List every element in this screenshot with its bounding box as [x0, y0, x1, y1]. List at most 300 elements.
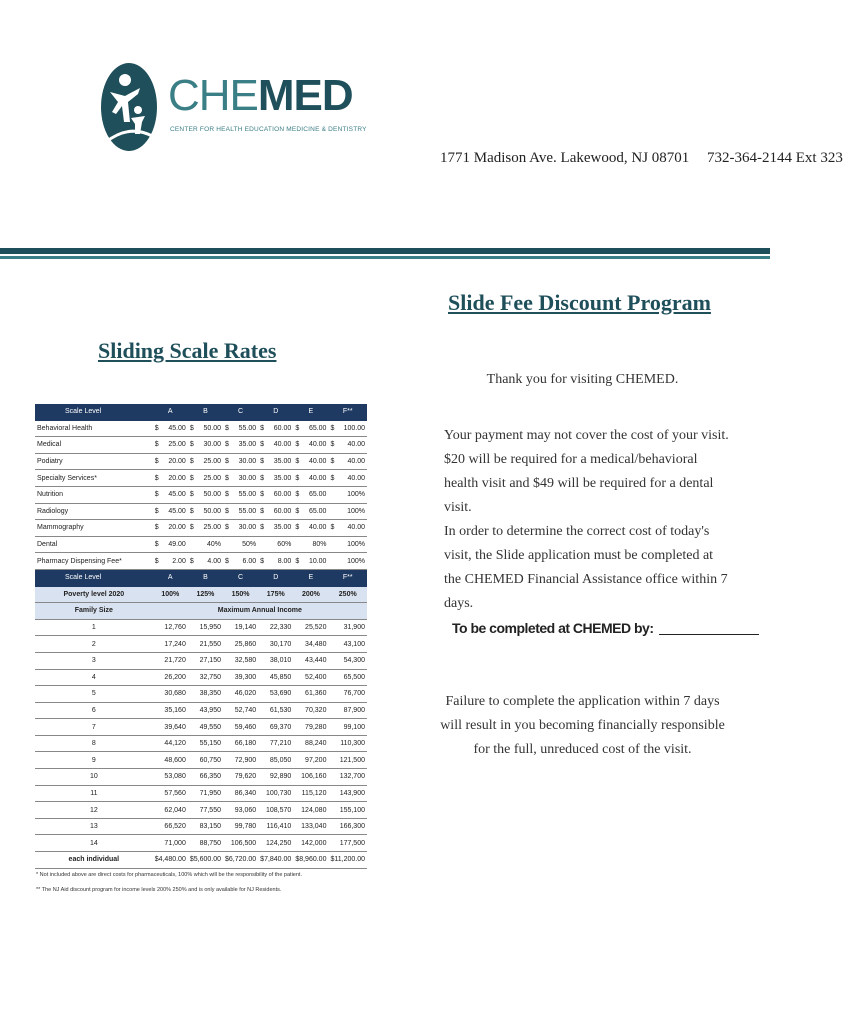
amount: 60.00: [273, 424, 292, 432]
income-cell: 53,690: [258, 686, 293, 703]
amount: 40.00: [347, 441, 365, 449]
amount: 49.00: [168, 541, 186, 549]
income-cell: 76,700: [328, 686, 367, 703]
income-cell: 54,300: [328, 652, 367, 669]
income-cell: 143,900: [328, 785, 367, 802]
service-label: Behavioral Health: [35, 420, 153, 437]
service-rate: [153, 520, 188, 537]
service-rate: 100%: [328, 503, 367, 520]
dollar-sign: $: [189, 491, 194, 499]
amount: 40.00: [308, 474, 327, 482]
dollar-sign: $: [154, 557, 159, 565]
amount: 40.00: [347, 458, 365, 466]
service-row: [35, 553, 367, 570]
income-cell: 34,480: [293, 636, 328, 653]
scale-header-cell: D: [258, 404, 293, 420]
income-row: [35, 619, 367, 636]
income-cell: 116,410: [258, 818, 293, 835]
service-rate: [258, 420, 293, 437]
poverty-cell: 150%: [223, 586, 258, 603]
amount: 7,840.00: [264, 856, 292, 864]
income-row: [35, 835, 367, 852]
service-rate: [153, 553, 188, 570]
service-label: Radiology: [35, 503, 153, 520]
service-rate: 40%: [188, 536, 223, 553]
service-label: Podiatry: [35, 453, 153, 470]
sliding-scale-table: [35, 404, 367, 869]
dollar-sign: $: [295, 441, 300, 449]
scale-header-cell: F**: [328, 404, 367, 420]
dollar-sign: $: [260, 524, 265, 532]
phone-number: 732-364-2144 Ext 323: [707, 150, 843, 166]
income-label: Maximum Annual Income: [153, 603, 367, 620]
poverty-cell: 125%: [188, 586, 223, 603]
each-individual-cell: [328, 852, 367, 869]
service-rate: [188, 437, 223, 454]
amount: 25.00: [168, 441, 186, 449]
poverty-cell: 175%: [258, 586, 293, 603]
dollar-sign: $: [260, 557, 265, 565]
income-cell: 65,500: [328, 669, 367, 686]
dollar-sign: $: [225, 856, 229, 864]
service-rate: 100%: [328, 536, 367, 553]
income-cell: 32,580: [223, 652, 258, 669]
service-row: [35, 486, 367, 503]
family-size-header: [35, 603, 367, 620]
service-row: [35, 503, 367, 520]
poverty-label: Poverty level 2020: [35, 586, 153, 603]
income-cell: 31,900: [328, 619, 367, 636]
income-cell: 30,680: [153, 686, 188, 703]
income-row: [35, 719, 367, 736]
service-rate: [153, 536, 188, 553]
service-row: [35, 420, 367, 437]
service-row: [35, 453, 367, 470]
service-row: [35, 437, 367, 454]
each-individual-cell: [258, 852, 293, 869]
scale-header-cell: Scale Level: [35, 404, 153, 420]
income-row: [35, 752, 367, 769]
amount: 50.00: [203, 507, 221, 515]
dollar-sign: $: [154, 524, 159, 532]
dollar-sign: $: [225, 424, 229, 432]
income-cell: 72,900: [223, 752, 258, 769]
amount: 55.00: [238, 491, 257, 499]
amount: 45.00: [168, 491, 186, 499]
service-rate: 80%: [293, 536, 328, 553]
income-cell: 155,100: [328, 802, 367, 819]
income-cell: 133,040: [293, 818, 328, 835]
dollar-sign: $: [330, 458, 335, 466]
service-rate: [188, 520, 223, 537]
service-rate: [223, 553, 258, 570]
service-rate: [258, 437, 293, 454]
service-rate: [293, 437, 328, 454]
income-cell: 39,640: [153, 719, 188, 736]
income-cell: 115,120: [293, 785, 328, 802]
scale-header-cell: Scale Level: [35, 569, 153, 586]
income-cell: 100,730: [258, 785, 293, 802]
each-individual-cell: [188, 852, 223, 869]
amount: 20.00: [168, 474, 186, 482]
income-cell: 71,000: [153, 835, 188, 852]
amount: 5,600.00: [193, 856, 221, 864]
income-cell: 124,080: [293, 802, 328, 819]
each-individual-cell: [293, 852, 328, 869]
scale-header-cell: C: [223, 569, 258, 586]
each-individual-label: each individual: [35, 852, 153, 869]
each-individual-cell: [223, 852, 258, 869]
dollar-sign: $: [189, 424, 194, 432]
dollar-sign: $: [189, 524, 194, 532]
dollar-sign: $: [189, 458, 194, 466]
family-size: 2: [35, 636, 153, 653]
income-cell: 35,160: [153, 702, 188, 719]
amount: 50.00: [203, 424, 221, 432]
service-rate: [293, 420, 328, 437]
dollar-sign: $: [295, 507, 300, 515]
each-individual-row: [35, 852, 367, 869]
income-cell: 71,950: [188, 785, 223, 802]
dollar-sign: $: [154, 541, 159, 549]
dollar-sign: $: [295, 474, 300, 482]
service-rate: 100%: [328, 486, 367, 503]
dollar-sign: $: [225, 507, 229, 515]
amount: 25.00: [203, 474, 221, 482]
service-rate: [328, 420, 367, 437]
service-rate: [153, 503, 188, 520]
income-cell: 69,370: [258, 719, 293, 736]
income-cell: 48,600: [153, 752, 188, 769]
address-line: [440, 150, 843, 167]
income-cell: 177,500: [328, 835, 367, 852]
dollar-sign: $: [225, 458, 229, 466]
family-size: 12: [35, 802, 153, 819]
dollar-sign: $: [330, 856, 335, 864]
dollar-sign: $: [225, 524, 229, 532]
income-cell: 43,950: [188, 702, 223, 719]
amount: 40.00: [347, 474, 365, 482]
service-rate: [153, 453, 188, 470]
income-cell: 25,860: [223, 636, 258, 653]
income-cell: 108,570: [258, 802, 293, 819]
amount: 4,480.00: [158, 856, 186, 864]
income-row: [35, 686, 367, 703]
payment-text: Your payment may not cover the cost of your visit. $20 will be required for a medical/behavioral health visit and $49 will be required for a dental visit.: [444, 428, 729, 515]
income-cell: 106,500: [223, 835, 258, 852]
dollar-sign: $: [330, 424, 335, 432]
income-cell: 99,100: [328, 719, 367, 736]
service-rate: [328, 437, 367, 454]
family-size: 8: [35, 735, 153, 752]
income-cell: 32,750: [188, 669, 223, 686]
income-row: [35, 702, 367, 719]
income-cell: 26,200: [153, 669, 188, 686]
amount: 60.00: [273, 507, 292, 515]
due-date-field: To be completed at CHEMED by:: [452, 620, 759, 636]
income-cell: 83,150: [188, 818, 223, 835]
dollar-sign: $: [260, 424, 265, 432]
income-cell: 21,720: [153, 652, 188, 669]
family-size: 4: [35, 669, 153, 686]
dollar-sign: $: [225, 557, 229, 565]
family-size: 9: [35, 752, 153, 769]
income-cell: 52,740: [223, 702, 258, 719]
amount: 30.00: [238, 474, 257, 482]
amount: 30.00: [238, 458, 257, 466]
income-cell: 38,010: [258, 652, 293, 669]
income-cell: 38,350: [188, 686, 223, 703]
amount: 60.00: [273, 491, 292, 499]
service-label: Nutrition: [35, 486, 153, 503]
dollar-sign: $: [225, 441, 229, 449]
amount: 65.00: [308, 491, 327, 499]
amount: 55.00: [238, 424, 257, 432]
income-cell: 59,460: [223, 719, 258, 736]
service-rate: [223, 486, 258, 503]
dollar-sign: $: [189, 557, 194, 565]
service-rate: [188, 486, 223, 503]
amount: 100.00: [343, 424, 365, 432]
service-rate: [188, 470, 223, 487]
service-label: Medical: [35, 437, 153, 454]
due-date-blank[interactable]: [659, 634, 759, 635]
service-rate: [293, 453, 328, 470]
service-rate: [293, 470, 328, 487]
amount: 35.00: [273, 474, 292, 482]
service-label: Pharmacy Dispensing Fee*: [35, 553, 153, 570]
income-cell: 60,750: [188, 752, 223, 769]
family-size: 5: [35, 686, 153, 703]
income-row: [35, 669, 367, 686]
dollar-sign: $: [295, 424, 300, 432]
header-divider: [0, 248, 770, 254]
scale-header-row: [35, 569, 367, 586]
service-label: Specialty Services*: [35, 470, 153, 487]
dollar-sign: $: [154, 424, 159, 432]
income-cell: 97,200: [293, 752, 328, 769]
amount: 20.00: [168, 524, 186, 532]
income-cell: 93,060: [223, 802, 258, 819]
chemed-logo-icon: [100, 62, 158, 152]
amount: 25.00: [203, 524, 221, 532]
amount: 40.00: [308, 524, 327, 532]
amount: 6.00: [242, 557, 257, 565]
income-row: [35, 735, 367, 752]
dollar-sign: $: [260, 856, 265, 864]
dollar-sign: $: [189, 441, 194, 449]
income-cell: 110,300: [328, 735, 367, 752]
service-row: [35, 470, 367, 487]
income-row: [35, 652, 367, 669]
income-cell: 142,000: [293, 835, 328, 852]
income-cell: 21,550: [188, 636, 223, 653]
amount: 35.00: [238, 441, 257, 449]
service-rate: [258, 553, 293, 570]
program-title: Slide Fee Discount Program: [448, 290, 711, 315]
family-size: 3: [35, 652, 153, 669]
amount: 40.00: [273, 441, 292, 449]
amount: 45.00: [168, 424, 186, 432]
income-cell: 86,340: [223, 785, 258, 802]
poverty-row: [35, 586, 367, 603]
income-cell: 62,040: [153, 802, 188, 819]
service-rate: [293, 503, 328, 520]
amount: 45.00: [168, 507, 186, 515]
income-cell: 124,250: [258, 835, 293, 852]
income-row: [35, 818, 367, 835]
dollar-sign: $: [154, 458, 159, 466]
amount: 10.00: [308, 557, 327, 565]
dollar-sign: $: [295, 856, 300, 864]
dollar-sign: $: [260, 458, 265, 466]
income-cell: 66,520: [153, 818, 188, 835]
family-size: 6: [35, 702, 153, 719]
scale-header-cell: C: [223, 404, 258, 420]
amount: 40.00: [308, 458, 327, 466]
dollar-sign: $: [189, 856, 194, 864]
family-size: 1: [35, 619, 153, 636]
service-rate: [223, 437, 258, 454]
scale-header-cell: A: [153, 404, 188, 420]
income-cell: 70,320: [293, 702, 328, 719]
family-size: 10: [35, 769, 153, 786]
amount: 40.00: [308, 441, 327, 449]
income-cell: 52,400: [293, 669, 328, 686]
dollar-sign: $: [295, 458, 300, 466]
family-size: 14: [35, 835, 153, 852]
family-size-label: Family Size: [35, 603, 153, 620]
amount: 25.00: [203, 458, 221, 466]
income-cell: 87,900: [328, 702, 367, 719]
income-cell: 25,520: [293, 619, 328, 636]
service-rate: [258, 520, 293, 537]
thanks-text: Thank you for visiting CHEMED.: [486, 372, 679, 387]
income-cell: 121,500: [328, 752, 367, 769]
income-cell: 39,300: [223, 669, 258, 686]
income-cell: 57,560: [153, 785, 188, 802]
service-rate: [153, 470, 188, 487]
amount: 8.00: [277, 557, 292, 565]
income-cell: 79,620: [223, 769, 258, 786]
service-rate: [188, 553, 223, 570]
dollar-sign: $: [189, 507, 194, 515]
scale-header-cell: A: [153, 569, 188, 586]
income-cell: 61,360: [293, 686, 328, 703]
family-size: 7: [35, 719, 153, 736]
amount: 35.00: [273, 524, 292, 532]
amount: 50.00: [203, 491, 221, 499]
service-rate: [258, 470, 293, 487]
income-cell: 106,160: [293, 769, 328, 786]
income-cell: 43,100: [328, 636, 367, 653]
dollar-sign: $: [260, 474, 265, 482]
income-cell: 66,180: [223, 735, 258, 752]
dollar-sign: $: [154, 474, 159, 482]
service-rate: [188, 420, 223, 437]
amount: 6,720.00: [228, 856, 257, 864]
footnote-pharmaceuticals: * Not included above are direct costs for pharmaceuticals, 100% which will be the responsibility of the patient.: [36, 872, 302, 878]
family-size: 13: [35, 818, 153, 835]
service-rate: [258, 453, 293, 470]
service-rate: [223, 520, 258, 537]
each-individual-cell: [153, 852, 188, 869]
service-rate: [188, 503, 223, 520]
service-rate: [258, 503, 293, 520]
income-cell: 55,150: [188, 735, 223, 752]
income-cell: 49,550: [188, 719, 223, 736]
dollar-sign: $: [154, 856, 159, 864]
income-cell: 43,440: [293, 652, 328, 669]
income-row: [35, 802, 367, 819]
income-cell: 79,280: [293, 719, 328, 736]
dollar-sign: $: [260, 491, 265, 499]
street-address: 1771 Madison Ave. Lakewood, NJ 08701: [440, 150, 690, 166]
income-cell: 22,330: [258, 619, 293, 636]
dollar-sign: $: [330, 524, 335, 532]
service-rate: 100%: [328, 553, 367, 570]
service-rate: [328, 520, 367, 537]
service-rate: [153, 486, 188, 503]
income-cell: 166,300: [328, 818, 367, 835]
income-row: [35, 769, 367, 786]
chemed-logo: [100, 60, 367, 160]
dollar-sign: $: [225, 491, 229, 499]
amount: 20.00: [168, 458, 186, 466]
amount: 35.00: [273, 458, 292, 466]
determine-text: In order to determine the correct cost of today's visit, the Slide application must be completed at the CHEMED Financial Assistance office within 7 days.: [444, 524, 728, 611]
amount: 40.00: [347, 524, 365, 532]
amount: 30.00: [203, 441, 221, 449]
poverty-cell: 100%: [153, 586, 188, 603]
scale-header-cell: B: [188, 404, 223, 420]
scale-header-cell: D: [258, 569, 293, 586]
service-rate: [328, 453, 367, 470]
service-rate: 60%: [258, 536, 293, 553]
service-rate: [293, 553, 328, 570]
income-cell: 77,550: [188, 802, 223, 819]
footnote-nj-aid: ** The NJ Aid discount program for income levels 200% 250% and is only available for NJ Residents.: [36, 887, 282, 893]
service-rate: [293, 486, 328, 503]
income-cell: 85,050: [258, 752, 293, 769]
dollar-sign: $: [295, 557, 300, 565]
dollar-sign: $: [260, 507, 265, 515]
income-row: [35, 636, 367, 653]
scale-header-cell: E: [293, 569, 328, 586]
income-cell: 27,150: [188, 652, 223, 669]
poverty-cell: 200%: [293, 586, 328, 603]
service-rate: [293, 520, 328, 537]
service-rate: [223, 420, 258, 437]
income-cell: 53,080: [153, 769, 188, 786]
dollar-sign: $: [330, 441, 335, 449]
dollar-sign: $: [330, 474, 335, 482]
service-rate: [328, 470, 367, 487]
amount: 55.00: [238, 507, 257, 515]
amount: 4.00: [207, 557, 221, 565]
service-row: [35, 536, 367, 553]
income-cell: 77,210: [258, 735, 293, 752]
family-size: 11: [35, 785, 153, 802]
income-cell: 30,170: [258, 636, 293, 653]
amount: 65.00: [308, 507, 327, 515]
scale-header-cell: F**: [328, 569, 367, 586]
service-rate: [153, 437, 188, 454]
amount: 2.00: [172, 557, 186, 565]
income-cell: 15,950: [188, 619, 223, 636]
dollar-sign: $: [225, 474, 229, 482]
amount: 65.00: [308, 424, 327, 432]
